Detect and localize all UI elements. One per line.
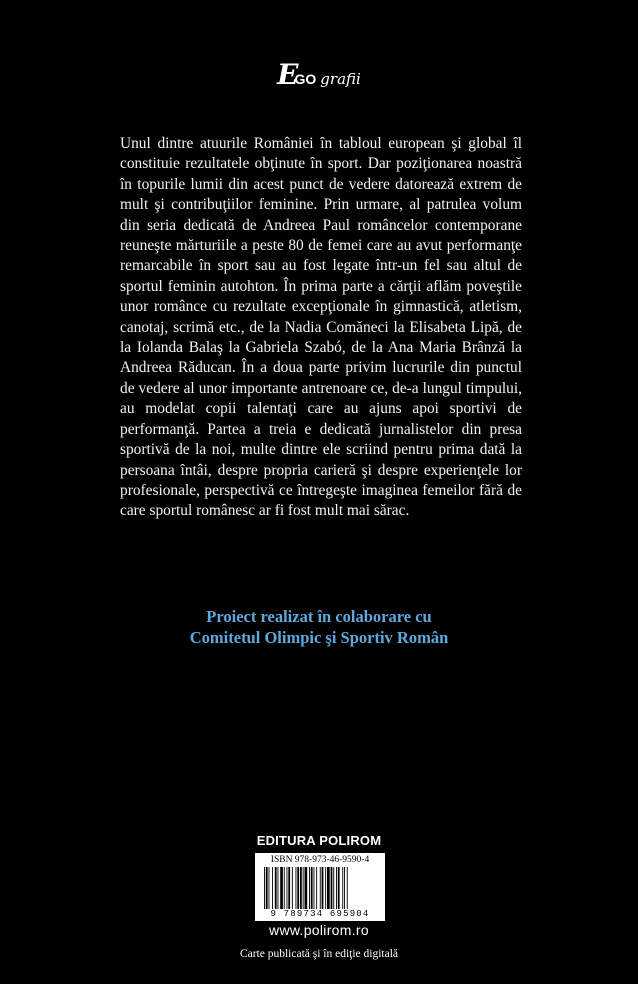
logo-go: GO <box>294 71 317 87</box>
digital-edition-note: Carte publicată şi în ediţie digitală <box>239 948 399 960</box>
barcode-icon <box>261 867 379 909</box>
isbn-barcode <box>255 853 385 921</box>
back-cover-blurb: Unul dintre atuurile României în tabloul european şi global îl constituie rezultatele obţinute în sport. Dar poziţionarea noastră în topurile lumii din acest punct de vedere datorează extrem de mult şi contribuţiilor feminine. Prin urmare, al patrulea volum din seria dedicată de Andreea Paul româncelor contemporane reuneşte mărturiile a peste 80 de femei care au avut performanţe remarcabile în sport sau au fost legate într-un fel sau altul de sportul feminin autohton. În prima parte a cărţii aflăm poveştile unor românce cu rezultate excepţionale în gimnastică, atletism, canotaj, scrimă etc., de la Nadia Comăneci la Elisabeta Lipă, de la Iolanda Balaş la Gabriela Szabó, de la Ana Maria Brânză la Andreea Răducan. În a doua parte privim lucrurile din punctul de vedere al unor importante antrenoare ce, de-a lungul timpului, au modelat copii talentaţi care au ajuns apoi sportivi de performanţă. Partea a treia e dedicată jurnalistelor din presa sportivă de la noi, multe dintre ele scriind pentru prima dată la persoana întâi, despre propria carieră şi despre experienţele lor profesionale, perspectivă ce întregeşte imaginea femeilor fără de care sportul românesc ar fi fost mult mai sărac. <box>120 135 522 520</box>
isbn-number: ISBN 978-973-46-9590-4 <box>270 855 370 865</box>
logo-letter-e: E <box>277 58 298 91</box>
collaboration-line-1: Proiect realizat în colaborare cu <box>206 607 432 626</box>
ego-grafii-logo <box>0 58 638 91</box>
collaboration-line-2: Comitetul Olimpic şi Sportiv Român <box>189 628 449 647</box>
logo-grafii: grafii <box>320 70 361 88</box>
publisher-name: EDITURA POLIROM <box>256 833 382 848</box>
barcode-digits: 9 789734 695904 <box>270 909 370 919</box>
publisher-website: www.polirom.ro <box>269 922 369 938</box>
collaboration-note <box>0 606 638 648</box>
